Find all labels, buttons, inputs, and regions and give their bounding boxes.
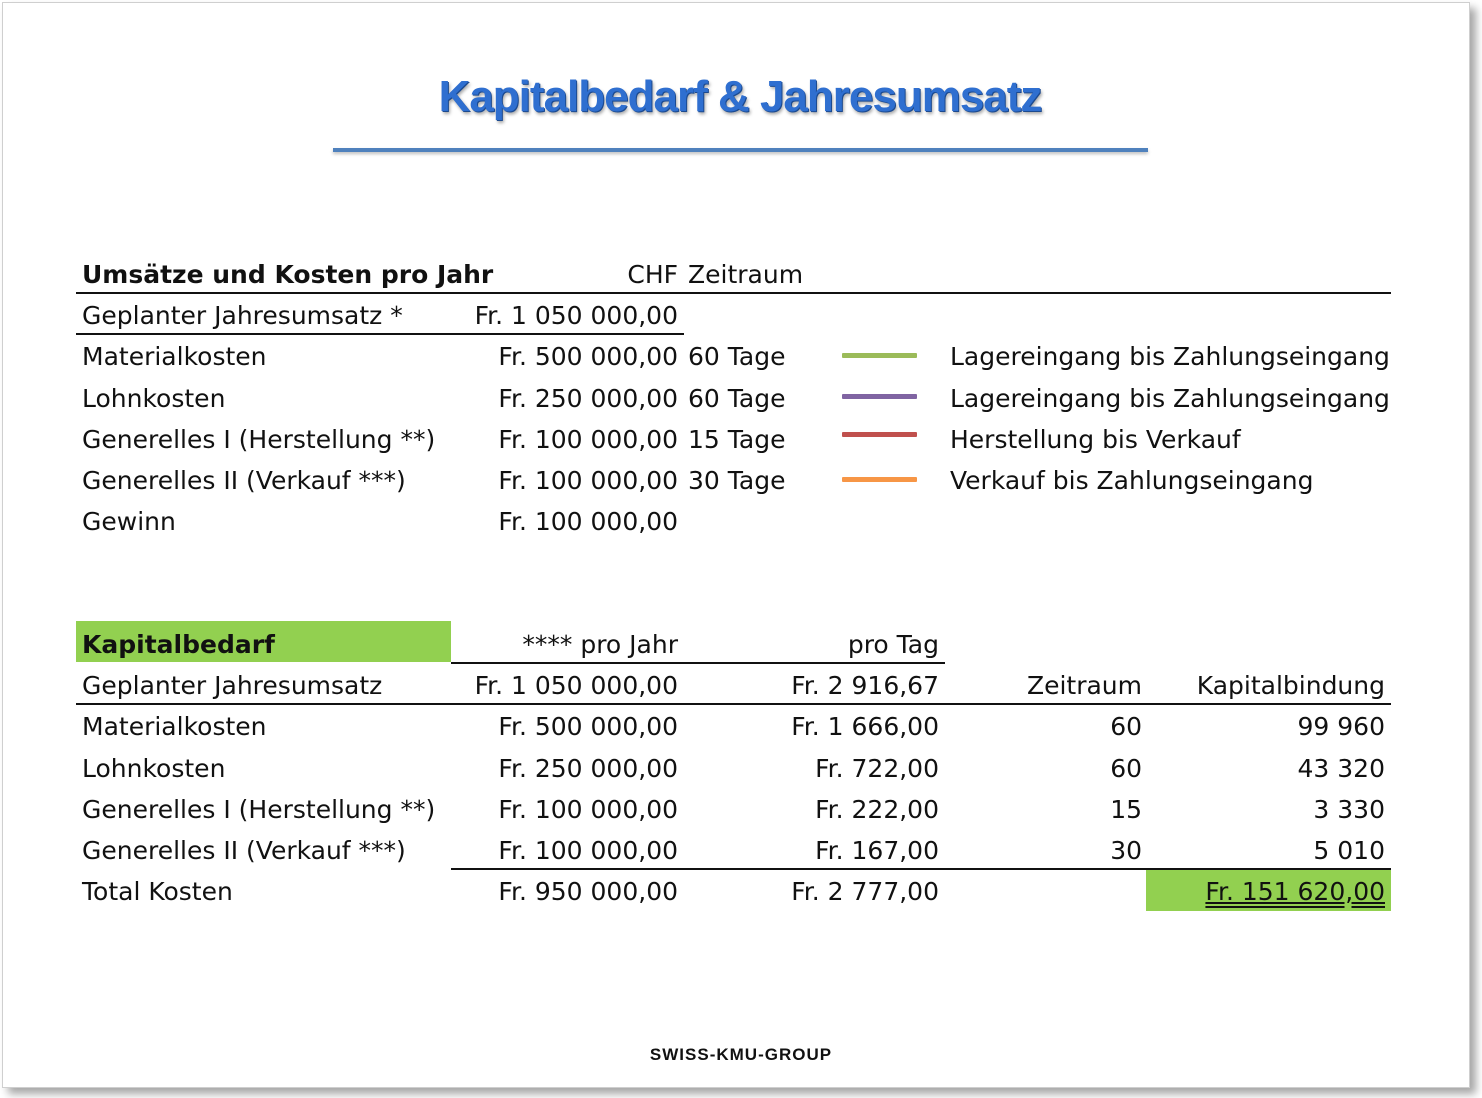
table2-row-days: 60 — [1110, 712, 1142, 741]
table2-header-rule — [451, 662, 945, 664]
table2-row-binding: 99 960 — [1297, 712, 1385, 741]
table2-revenue-label: Geplanter Jahresumsatz — [82, 671, 383, 700]
table1-row-value: Fr. 250 000,00 — [498, 384, 678, 413]
table2-header-label: Kapitalbedarf — [82, 630, 275, 659]
table2-row-label: Materialkosten — [82, 712, 267, 741]
table2-row-label: Generelles I (Herstellung **) — [82, 795, 436, 824]
table2-total-binding: Fr. 151 620,00 — [1205, 877, 1385, 906]
table2-total-label: Total Kosten — [82, 877, 233, 906]
legend-text: Lagereingang bis Zahlungseingang — [950, 342, 1390, 371]
table1-row-label: Materialkosten — [82, 342, 267, 371]
page-title: Kapitalbedarf & Jahresumsatz — [438, 72, 1042, 121]
table2-row-per-day: Fr. 222,00 — [815, 795, 939, 824]
table1-header-zeitraum: Zeitraum — [688, 260, 804, 289]
table1-profit-label: Gewinn — [82, 507, 176, 536]
table2-row-per-year: Fr. 100 000,00 — [498, 795, 678, 824]
table1-revenue-rule — [76, 333, 684, 335]
table1-header-chf: CHF — [627, 260, 678, 289]
legend-text: Herstellung bis Verkauf — [950, 425, 1241, 454]
legend-text: Verkauf bis Zahlungseingang — [950, 466, 1314, 495]
legend-line-red — [842, 432, 917, 437]
footer-brand: SWISS-KMU-GROUP — [649, 1045, 833, 1064]
table2-row-binding: 43 320 — [1297, 754, 1385, 783]
table1-profit-value: Fr. 100 000,00 — [498, 507, 678, 536]
table2-row-days: 60 — [1110, 754, 1142, 783]
legend-line-purple — [842, 394, 917, 399]
table2-total-per-year: Fr. 950 000,00 — [498, 877, 678, 906]
table1-row-label: Generelles II (Verkauf ***) — [82, 466, 406, 495]
table2-revenue-per-year: Fr. 1 050 000,00 — [474, 671, 678, 700]
table1-row-period: 15 Tage — [688, 425, 786, 454]
table2-row-per-year: Fr. 500 000,00 — [498, 712, 678, 741]
title-underline — [333, 148, 1148, 152]
legend-line-orange — [842, 477, 917, 482]
table1-row-value: Fr. 100 000,00 — [498, 425, 678, 454]
legend-text: Lagereingang bis Zahlungseingang — [950, 384, 1390, 413]
table1-row-period: 30 Tage — [688, 466, 786, 495]
table2-row-days: 30 — [1110, 836, 1142, 865]
table1-row-value: Fr. 500 000,00 — [498, 342, 678, 371]
table1-row-value: Fr. 100 000,00 — [498, 466, 678, 495]
table2-revenue-per-day: Fr. 2 916,67 — [791, 671, 939, 700]
table1-revenue-label: Geplanter Jahresumsatz * — [82, 301, 403, 330]
table2-row-per-year: Fr. 100 000,00 — [498, 836, 678, 865]
table2-row-per-day: Fr. 722,00 — [815, 754, 939, 783]
table2-revenue-rule — [76, 703, 1391, 705]
table2-row-label: Lohnkosten — [82, 754, 226, 783]
table2-row-per-day: Fr. 167,00 — [815, 836, 939, 865]
table2-row-label: Generelles II (Verkauf ***) — [82, 836, 406, 865]
table1-row-label: Lohnkosten — [82, 384, 226, 413]
table2-header-kapitalbindung: Kapitalbindung — [1196, 671, 1385, 700]
table1-row-period: 60 Tage — [688, 342, 786, 371]
legend-line-green — [842, 353, 917, 358]
table2-header-per-year: **** pro Jahr — [522, 630, 678, 659]
table2-row-binding: 5 010 — [1313, 836, 1385, 865]
table2-row-binding: 3 330 — [1313, 795, 1385, 824]
table2-row-per-year: Fr. 250 000,00 — [498, 754, 678, 783]
table2-header-per-day: pro Tag — [847, 630, 939, 659]
table1-row-period: 60 Tage — [688, 384, 786, 413]
table2-row-days: 15 — [1110, 795, 1142, 824]
document-frame — [2, 2, 1470, 1088]
table2-total-per-day: Fr. 2 777,00 — [791, 877, 939, 906]
table2-header-zeitraum: Zeitraum — [1026, 671, 1142, 700]
table1-row-label: Generelles I (Herstellung **) — [82, 425, 436, 454]
table2-row-per-day: Fr. 1 666,00 — [791, 712, 939, 741]
table1-revenue-value: Fr. 1 050 000,00 — [474, 301, 678, 330]
table1-header-rule — [76, 292, 1391, 294]
table1-header-label: Umsätze und Kosten pro Jahr — [82, 260, 494, 289]
